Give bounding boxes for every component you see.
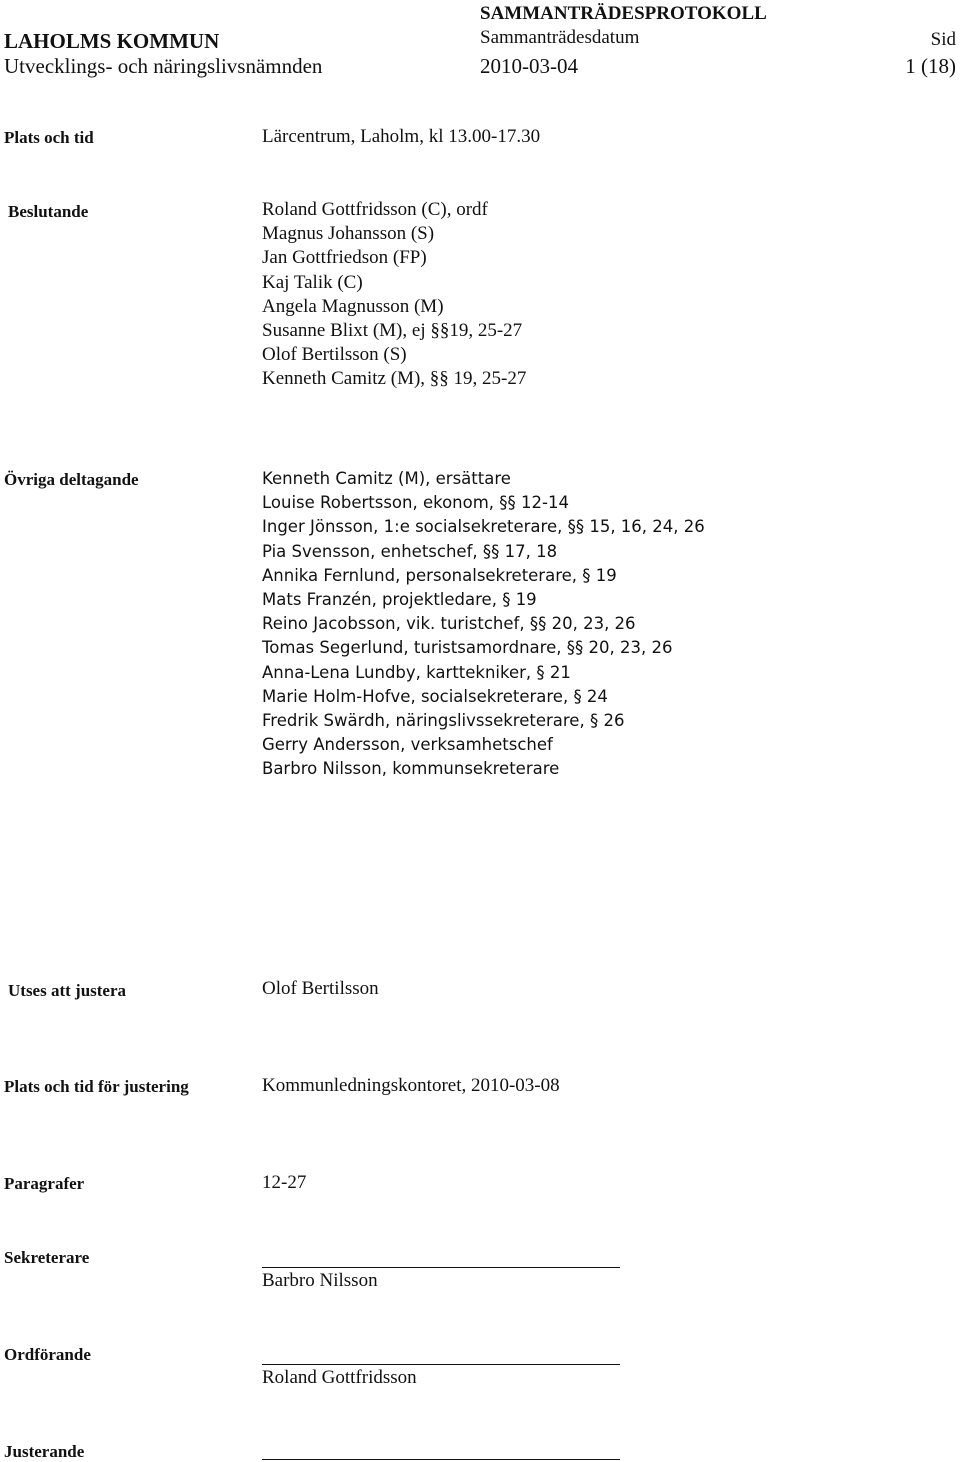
adjusting-label: Justerande bbox=[4, 1442, 85, 1461]
decision-makers-label: Beslutande bbox=[8, 202, 89, 221]
secretary-signature-line bbox=[262, 1267, 620, 1268]
list-item: Gerry Andersson, verksamhetschef bbox=[262, 735, 553, 755]
list-item: Roland Gottfridsson (C), ordf bbox=[262, 199, 488, 220]
adjustment-place-label: Plats och tid för justering bbox=[4, 1077, 189, 1096]
list-item: Kenneth Camitz (M), §§ 19, 25-27 bbox=[262, 368, 527, 390]
committee-name: Utvecklings- och näringslivsnämnden bbox=[4, 54, 323, 78]
list-item: Angela Magnusson (M) bbox=[262, 295, 444, 317]
list-item: Kenneth Camitz (M), ersättare bbox=[262, 469, 511, 488]
adjuster-value: Olof Bertilsson bbox=[262, 978, 379, 999]
place-time-value: Lärcentrum, Laholm, kl 13.00-17.30 bbox=[262, 126, 541, 147]
list-item: Marie Holm-Hofve, socialsekreterare, § 24 bbox=[262, 686, 608, 706]
meeting-date-label: Sammanträdesdatum bbox=[480, 27, 640, 48]
list-item: Magnus Johansson (S) bbox=[262, 223, 435, 245]
list-item: Barbro Nilsson, kommunsekreterare bbox=[262, 759, 560, 779]
list-item: Fredrik Swärdh, näringslivssekreterare, § 26 bbox=[262, 711, 625, 731]
other-participants-list bbox=[262, 467, 705, 782]
list-item: Louise Robertsson, ekonom, §§ 12-14 bbox=[262, 493, 569, 513]
municipality-name: LAHOLMS KOMMUN bbox=[4, 29, 220, 53]
chair-label: Ordförande bbox=[4, 1345, 91, 1364]
paragraphs-value: 12-27 bbox=[262, 1172, 307, 1193]
place-time-label: Plats och tid bbox=[4, 128, 94, 147]
list-item: Mats Franzén, projektledare, § 19 bbox=[262, 590, 537, 610]
list-item: Inger Jönsson, 1:e socialsekreterare, §§ 15, 16, 24, 26 bbox=[262, 517, 705, 537]
list-item: Olof Bertilsson (S) bbox=[262, 344, 407, 366]
chair-signature-line bbox=[262, 1364, 620, 1365]
list-item: Jan Gottfriedson (FP) bbox=[262, 247, 427, 269]
other-participants-label: Övriga deltagande bbox=[4, 470, 139, 489]
list-item: Pia Svensson, enhetschef, §§ 17, 18 bbox=[262, 541, 558, 561]
list-item: Reino Jacobsson, vik. turistchef, §§ 20, 23, 26 bbox=[262, 614, 636, 634]
chair-name: Roland Gottfridsson bbox=[262, 1367, 417, 1388]
adjusting-signature-line bbox=[262, 1459, 620, 1460]
list-item: Anna-Lena Lundby, karttekniker, § 21 bbox=[262, 662, 571, 682]
adjuster-label: Utses att justera bbox=[8, 981, 127, 1000]
document-type: SAMMANTRÄDESPROTOKOLL bbox=[480, 3, 767, 24]
meeting-date: 2010-03-04 bbox=[480, 54, 578, 78]
adjustment-place-value: Kommunledningskontoret, 2010-03-08 bbox=[262, 1075, 560, 1096]
list-item: Tomas Segerlund, turistsamordnare, §§ 20, 23, 26 bbox=[262, 638, 673, 658]
list-item: Annika Fernlund, personalsekreterare, § 19 bbox=[262, 565, 617, 585]
decision-makers-list bbox=[262, 198, 526, 392]
list-item: Susanne Blixt (M), ej §§19, 25-27 bbox=[262, 320, 523, 342]
paragraphs-label: Paragrafer bbox=[4, 1174, 85, 1193]
list-item: Kaj Talik (C) bbox=[262, 271, 363, 293]
page-number: 1 (18) bbox=[905, 54, 956, 78]
secretary-name: Barbro Nilsson bbox=[262, 1270, 378, 1291]
page-label: Sid bbox=[930, 29, 956, 50]
secretary-label: Sekreterare bbox=[4, 1248, 90, 1267]
